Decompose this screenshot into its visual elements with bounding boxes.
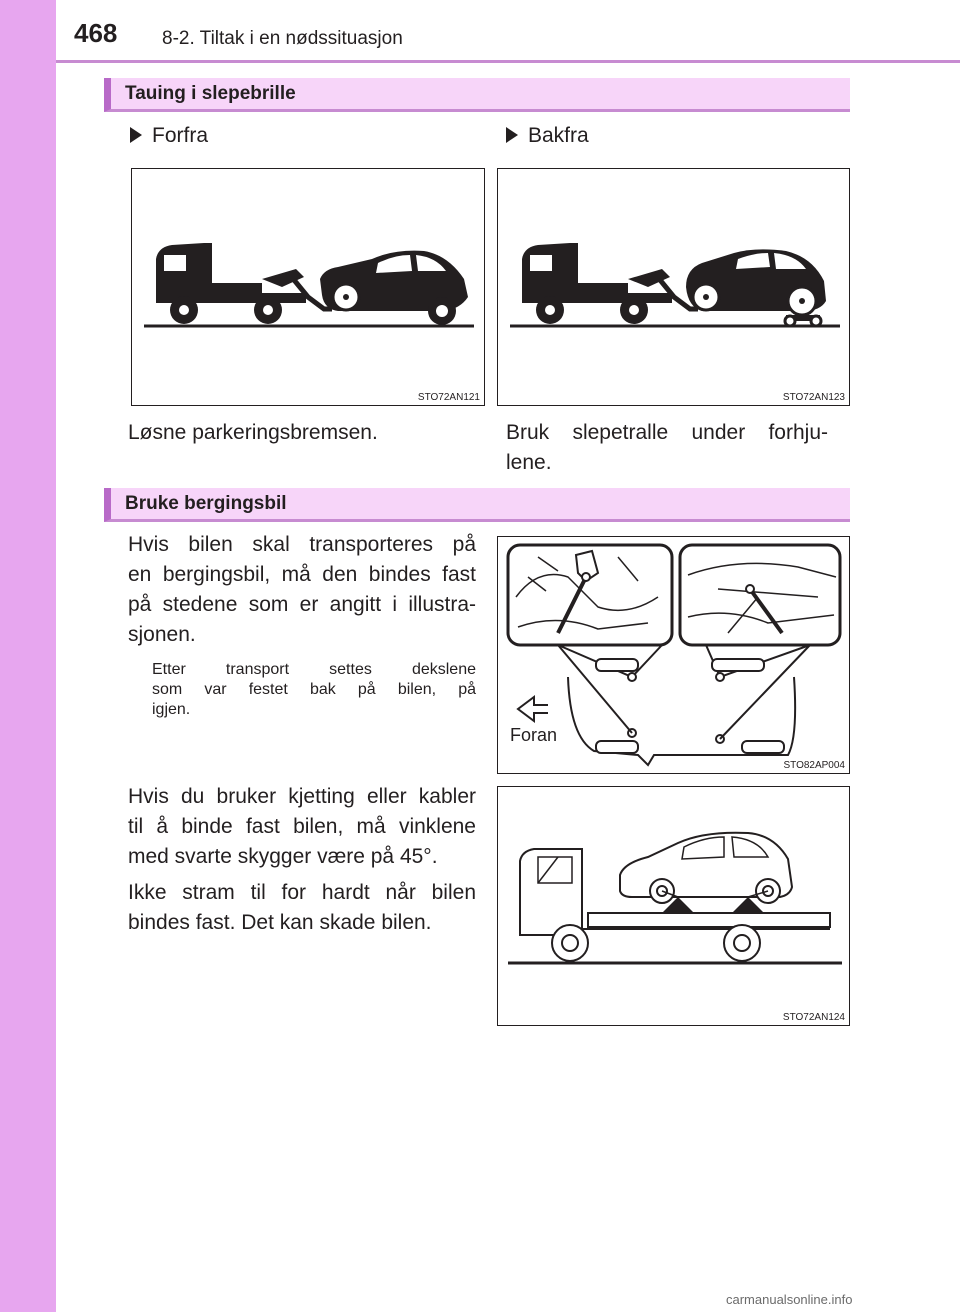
figure-code: STO82AP004 — [783, 760, 845, 771]
figure-flatbed — [497, 786, 850, 1026]
text-line: bindes fast. Det kan skade bilen. — [128, 911, 432, 934]
figure-code: STO72AN121 — [417, 392, 480, 403]
section-heading-tauing: Tauing i slepebrille — [104, 78, 850, 112]
label-front-text: Forfra — [152, 124, 209, 147]
page-number: 468 — [74, 18, 118, 48]
arrow-right-icon — [506, 127, 518, 143]
note-line: igjen. — [152, 701, 191, 718]
flatbed-truck-illustration — [498, 787, 850, 1026]
text-line: Ikke stram til for hardt når bilen — [128, 881, 476, 904]
caption-front: Løsne parkeringsbremsen. — [128, 421, 378, 444]
figure-tow-front — [131, 168, 485, 406]
note-line: Etter transport settes dekslene — [152, 661, 476, 678]
chapter-title: 8-2. Tiltak i en nødssituasjon — [162, 28, 403, 49]
text-line: med svarte skygger være på 45°. — [128, 845, 438, 868]
figure-tie-down-points — [497, 536, 850, 774]
tow-truck-rear-illustration — [498, 169, 850, 406]
text-line: til å binde fast bilen, må vinklene — [128, 815, 476, 838]
header-rule — [56, 60, 960, 63]
figure-tow-rear — [497, 168, 850, 406]
section-heading-bergingsbil: Bruke bergingsbil — [104, 488, 850, 522]
arrow-left-icon — [518, 697, 548, 721]
note-line: som var festet bak på bilen, på — [152, 681, 476, 698]
caption-rear-line2: lene. — [506, 451, 552, 474]
label-rear — [506, 124, 589, 148]
label-rear-text: Bakfra — [528, 124, 589, 147]
arrow-right-icon — [130, 127, 142, 143]
figure-code: STO72AN123 — [782, 392, 845, 403]
text-line: en bergingsbil, må den bindes fast — [128, 563, 476, 586]
label-front — [130, 124, 208, 148]
text-line: Hvis du bruker kjetting eller kabler — [128, 785, 476, 808]
caption-rear-line1: Bruk slepetralle under forhju- — [506, 421, 828, 444]
watermark: carmanualsonline.info — [726, 1292, 853, 1307]
text-line: Hvis bilen skal transporteres på — [128, 533, 476, 556]
figure-code: STO72AN124 — [782, 1012, 845, 1023]
text-line: på stedene som er angitt i illustra- — [128, 593, 476, 616]
sidebar-tab — [0, 0, 56, 1312]
foran-label: Foran — [510, 725, 558, 745]
tow-truck-front-illustration — [132, 169, 485, 406]
text-line: sjonen. — [128, 623, 196, 646]
